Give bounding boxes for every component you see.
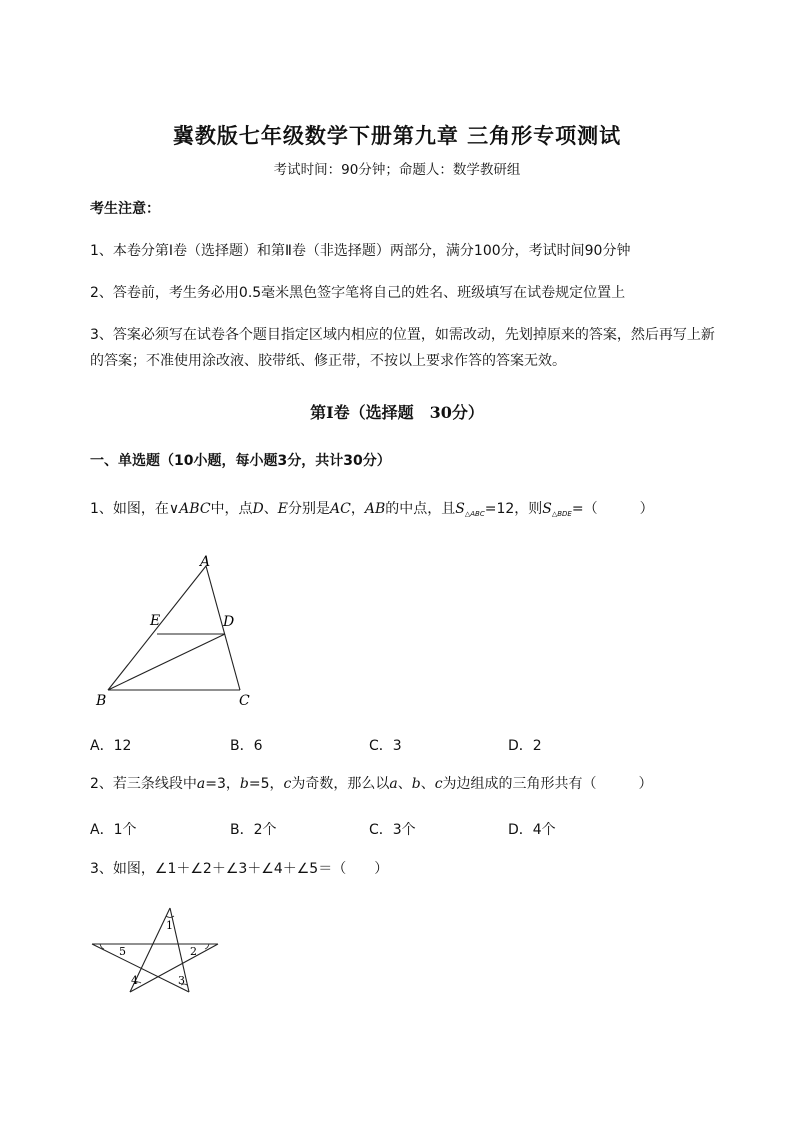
label-C: C <box>239 693 250 709</box>
notice-item-1: 1、本卷分第I卷（选择题）和第Ⅱ卷（非选择题）两部分，满分100分，考试时间90分钟 <box>90 243 631 259</box>
option-a[interactable]: A．1个 <box>90 822 137 838</box>
option-b[interactable]: B．2个 <box>230 822 277 838</box>
option-b[interactable]: B．6 <box>230 738 263 754</box>
notice-item-3: 3、答案必须写在试卷各个题目指定区域内相应的位置，如需改动，先划掉原来的答案，然后再写上新 <box>90 327 715 343</box>
option-d[interactable]: D．2 <box>508 738 542 754</box>
option-a[interactable]: A．12 <box>90 738 132 754</box>
notice-item-3-cont: 的答案；不准使用涂改液、胶带纸、修正带，不按以上要求作答的答案无效。 <box>90 353 566 369</box>
angle-label-5: 5 <box>119 945 126 958</box>
angle-label-1: 1 <box>166 919 173 932</box>
option-c[interactable]: C．3个 <box>369 822 416 838</box>
page-subtitle: 考试时间：90分钟；命题人：数学教研组 <box>273 162 521 178</box>
label-B: B <box>96 693 107 709</box>
star-figure <box>88 900 228 1000</box>
question-1: 1、如图，在∨ABC中，点D、E分别是AC，AB的中点，且$S_{\triangle ABC}=12$，则$S_{\triangle BDE}=$（ ） <box>90 501 654 518</box>
question-2: 2、若三条线段中a=3，b=5，c为奇数，那么以a、b、c为边组成的三角形共有（ ） <box>90 776 653 792</box>
section-title: 第I卷（选择题 30分） <box>310 403 484 422</box>
angle-label-2: 2 <box>190 945 197 958</box>
option-c[interactable]: C．3 <box>369 738 402 754</box>
page-title: 冀教版七年级数学下册第九章 三角形专项测试 <box>172 123 622 148</box>
question-2-options <box>90 819 710 839</box>
option-d[interactable]: D．4个 <box>508 822 556 838</box>
label-D: D <box>223 614 235 630</box>
notice-heading: 考生注意： <box>90 201 160 217</box>
part-heading: 一、单选题（10小题，每小题3分，共计30分） <box>90 453 391 469</box>
question-3: 3、如图，∠1＋∠2＋∠3＋∠4＋∠5＝（ ） <box>90 861 389 877</box>
angle-label-3: 3 <box>178 974 185 987</box>
triangle-figure <box>90 548 270 713</box>
notice-item-2: 2、答卷前，考生务必用0.5毫米黑色签字笔将自己的姓名、班级填写在试卷规定位置上 <box>90 285 626 301</box>
label-A: A <box>200 554 211 570</box>
angle-label-4: 4 <box>131 974 138 987</box>
label-E: E <box>150 613 161 629</box>
question-1-options <box>90 735 710 755</box>
